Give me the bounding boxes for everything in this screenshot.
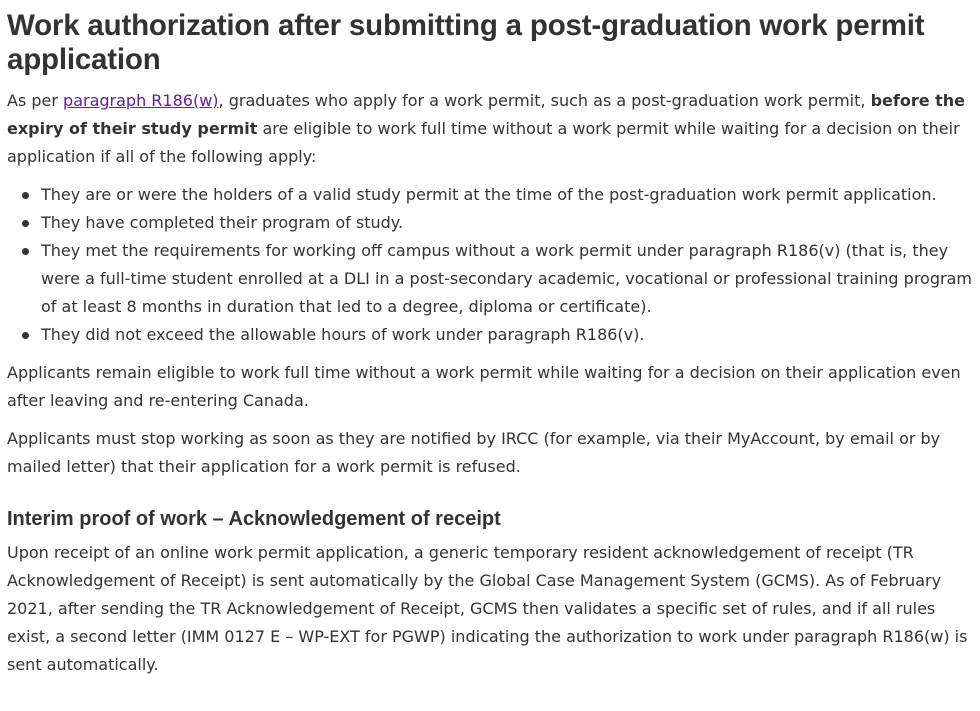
receipt-paragraph: Upon receipt of an online work permit application, a generic temporary resident acknowledgement of receipt (TR Acknowledgement of Receipt) is sent automatically by the Global Case Management System (GCMS). As of February 2021, after sending the TR Acknowledgement of Receipt, GCMS then validates a specific set of rules, and if all rules exist, a second letter (IMM 0127 E – WP-EXT for PGWP) indicating the authorization to work under paragraph R186(w) is sent automatically. <box>7 543 968 674</box>
bullet-icon <box>22 192 29 199</box>
document-body <box>7 0 979 679</box>
intro-suffix: are eligible to work full time without a work permit while waiting for a decision on their application if all of the following apply: <box>7 119 960 166</box>
reentry-paragraph: Applicants remain eligible to work full time without a work permit while waiting for a decision on their application even after leaving and re-entering Canada. <box>7 363 961 410</box>
list-item <box>41 209 979 237</box>
bullet-icon <box>22 332 29 339</box>
intro-paragraph <box>7 87 979 171</box>
bullet-icon <box>22 248 29 255</box>
list-item <box>41 321 979 349</box>
intro-bold-emphasis: before the expiry of their study permit <box>7 91 966 138</box>
bullet-icon <box>22 220 29 227</box>
list-item <box>41 237 979 321</box>
section-subheading: Interim proof of work – Acknowledgement of receipt <box>7 508 501 530</box>
page-title: Work authorization after submitting a post-graduation work permit application <box>7 9 925 76</box>
list-item-text: They met the requirements for working off campus without a work permit under paragraph R186(v) (that is, they were a full-time student enrolled at a DLI in a post-secondary academic, vocational or professional training program of at least 8 months in duration that led to a degree, diploma or certificate). <box>41 241 972 316</box>
list-item <box>41 181 979 209</box>
list-item-text: They did not exceed the allowable hours of work under paragraph R186(v). <box>41 325 645 344</box>
conditions-list <box>7 181 979 349</box>
list-item-text: They are or were the holders of a valid study permit at the time of the post-graduation work permit application. <box>41 185 937 204</box>
refusal-paragraph: Applicants must stop working as soon as they are notified by IRCC (for example, via their MyAccount, by email or by mailed letter) that their application for a work permit is refused. <box>7 429 941 476</box>
intro-middle: , graduates who apply for a work permit, such as a post-graduation work permit, <box>218 91 871 110</box>
paragraph-r186w-link[interactable]: paragraph R186(w) <box>63 91 219 110</box>
list-item-text: They have completed their program of study. <box>41 213 404 232</box>
intro-prefix: As per <box>7 91 64 110</box>
